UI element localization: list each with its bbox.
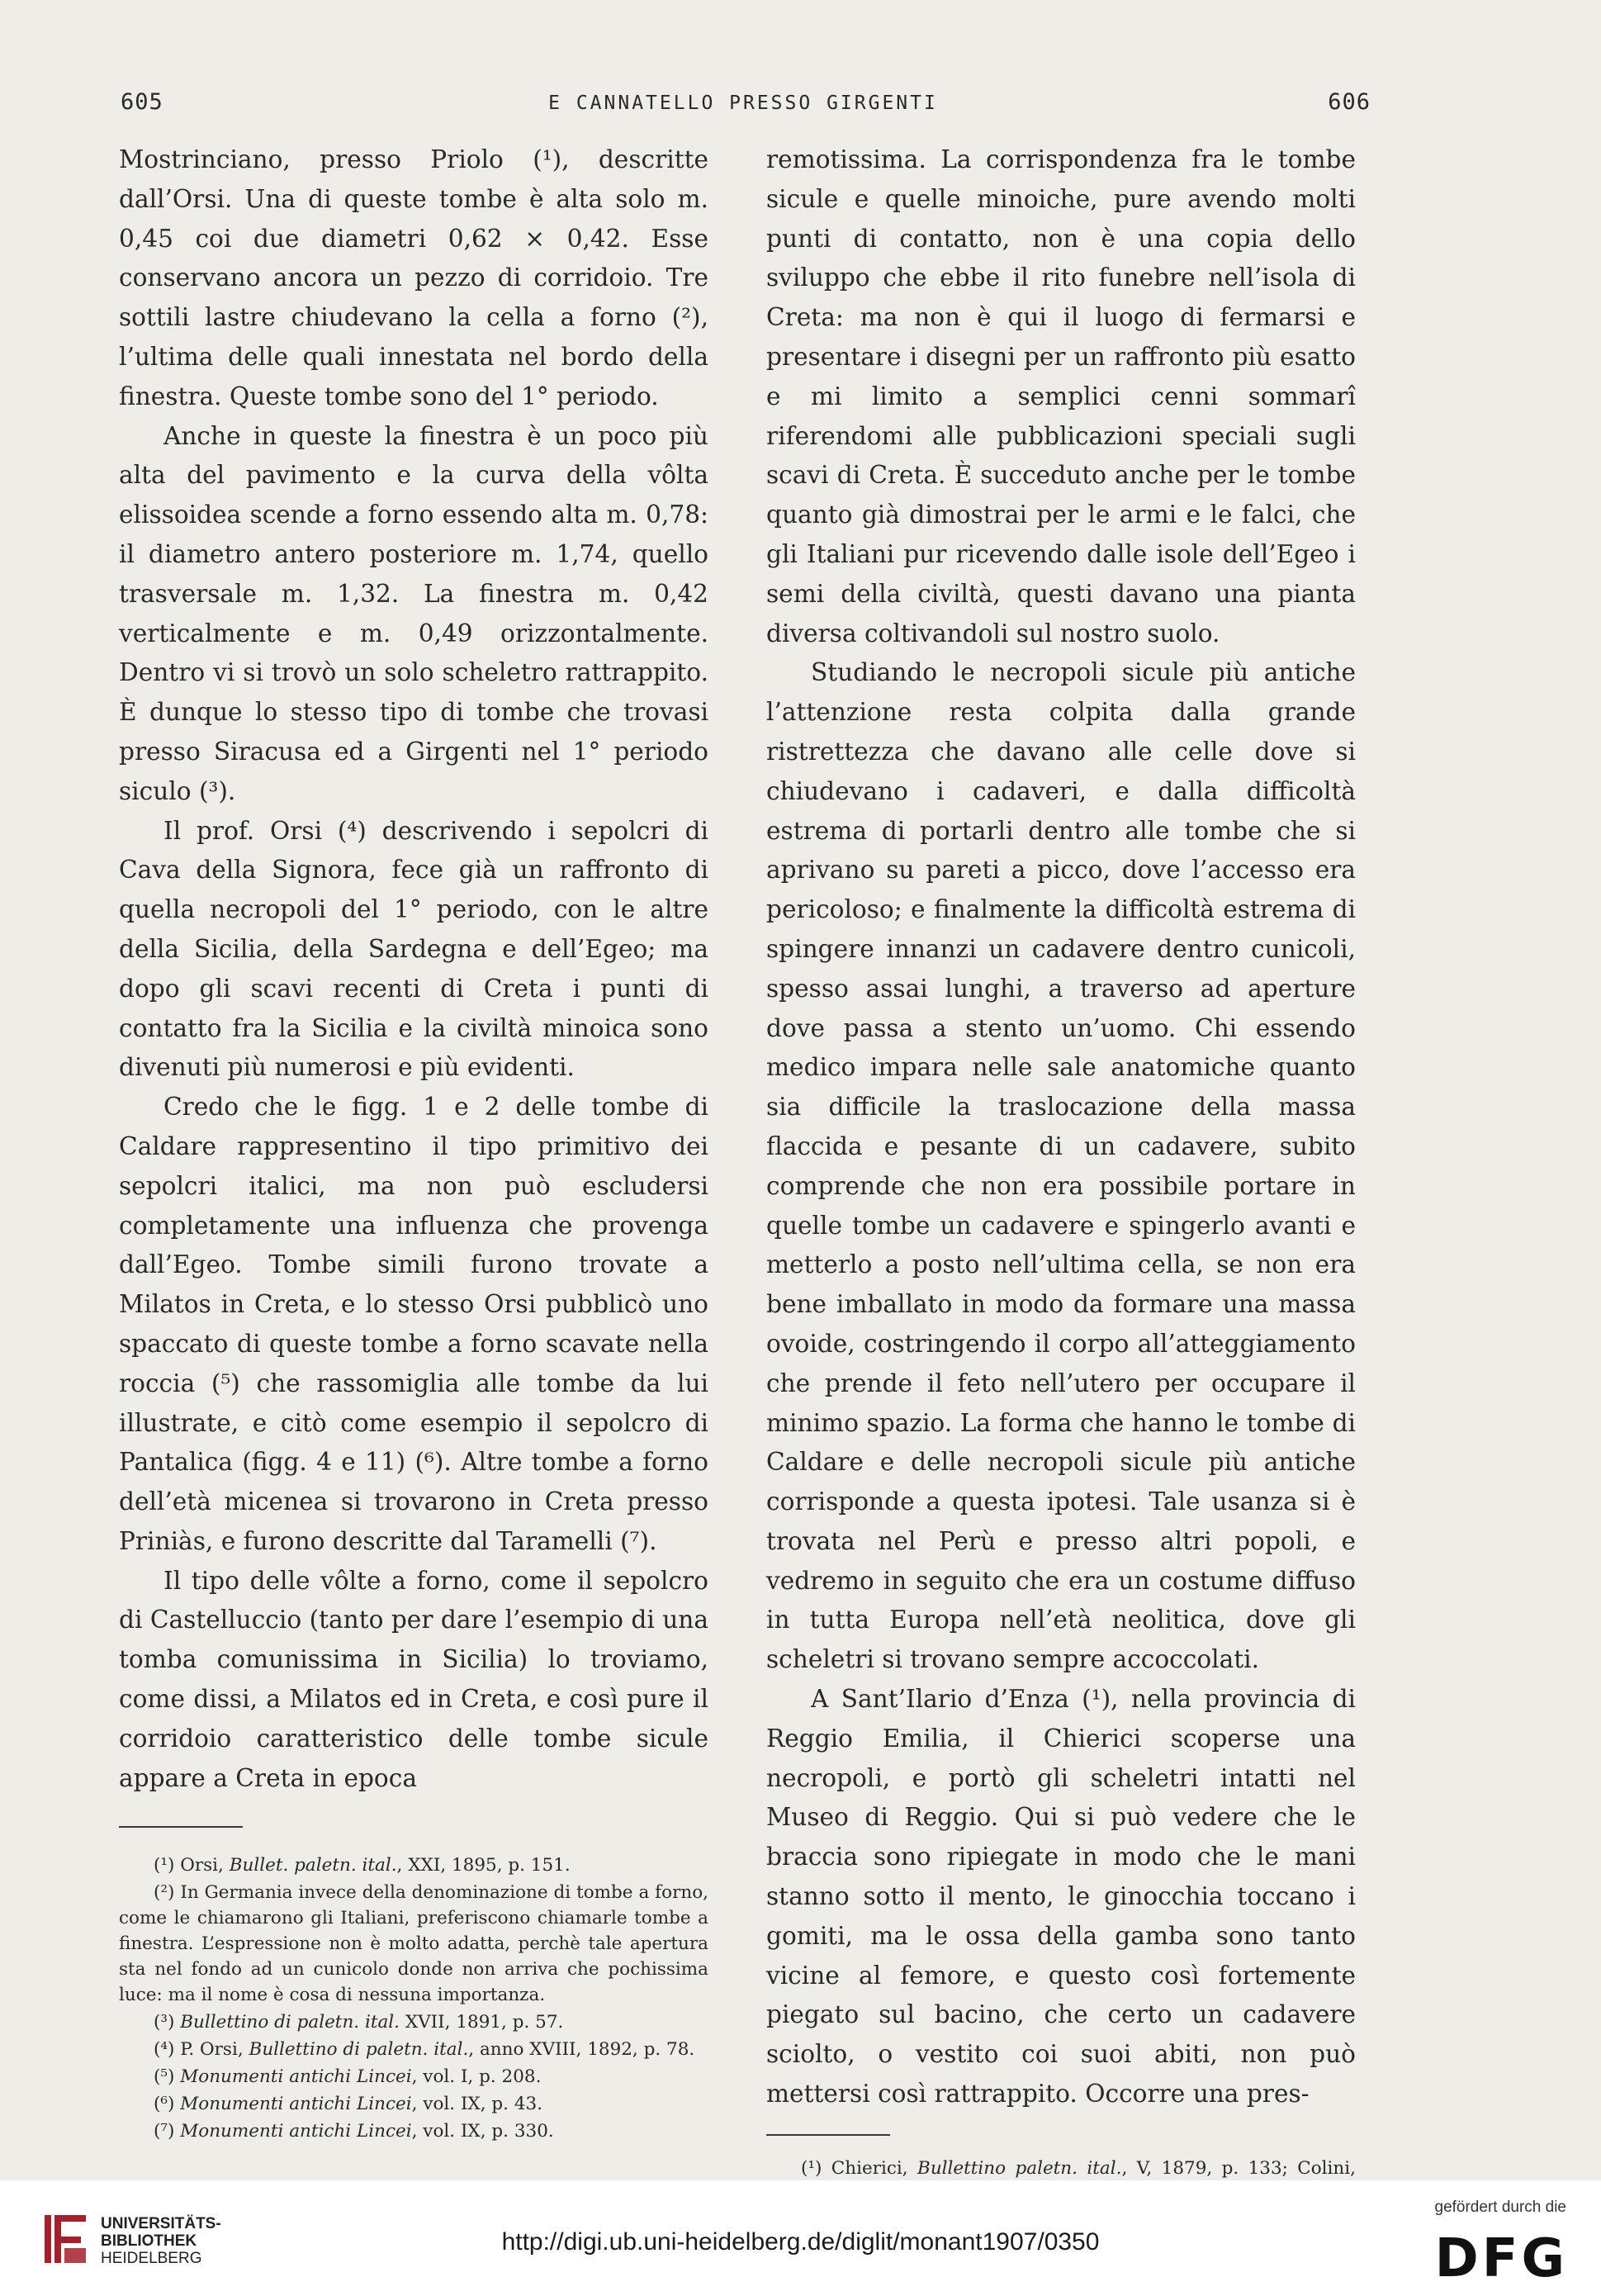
right-column xyxy=(766,140,1356,2207)
paragraph: Credo che le figg. 1 e 2 delle tombe di Caldare rappresentino il tipo primitivo dei sepolcri italici, ma non può escludersi completamente una influenza che provenga dall’Egeo. Tombe simili furono trovate a Milatos in Creta, e lo stesso Orsi pubblicò uno spaccato di queste tombe a forno scavate nella roccia (⁵) che rassomiglia alle tombe da lui illustrate, e citò come esempio il sepolcro di Pantalica (figg. 4 e 11) (⁶). Altre tombe a forno dell’età micenea si trovarono in Creta presso Priniàs, e furono descritte dal Taramelli (⁷). xyxy=(119,1093,708,1555)
footnote: (⁴) P. Orsi, Bullettino di paletn. ital., anno XVIII, 1892, p. 78. xyxy=(154,2039,695,2061)
footnote: (⁷) Monumenti antichi Lincei, vol. IX, p. 330. xyxy=(154,2121,554,2142)
page-header xyxy=(116,89,1371,122)
library-name: UNIVERSITÄTS- BIBLIOTHEK HEIDELBERG xyxy=(101,2215,221,2267)
footnotes xyxy=(119,1852,708,2144)
page-number-right: 606 xyxy=(1328,89,1371,115)
footnote: (²) In Germania invece della denominazione di tombe a forno, come le chiamarono gli Italiani, preferiscono chiamarle tombe a finestra. L’espressione non è molto adatta, perchè tale apertura sta nel fondo ad un cunicolo donde non arriva che pochissima luce: ma il nome è cosa di nessuna importanza. xyxy=(119,1882,708,2006)
paragraph: Il prof. Orsi (⁴) descrivendo i sepolcri di Cava della Signora, fece già un raffronto di quella necropoli del 1° periodo, con le altre della Sicilia, della Sardegna e dell’Egeo; ma dopo gli scavi recenti di Creta i punti di contatto fra la Sicilia e la civiltà minoica sono divenuti più numerosi e più evidenti. xyxy=(119,816,708,1082)
left-column xyxy=(119,140,708,2144)
running-title: E CANNATELLO PRESSO GIRGENTI xyxy=(548,93,938,114)
footnote-divider xyxy=(119,1826,243,1828)
paragraph: Anche in queste la finestra è un poco più alta del pavimento e la curva della vôlta elissoidea scende a forno essendo alta m. 0,78: il diametro antero posteriore m. 1,74, quello trasversale m. 1,32. La finestra m. 0,42 verticalmente e m. 0,49 orizzontalmente. Dentro vi si trovò un solo scheletro rattrappito. È dunque lo stesso tipo di tombe che trovasi presso Siracusa ed a Girgenti nel 1° periodo siculo (³). xyxy=(119,421,708,805)
footnote: (¹) Orsi, Bullet. paletn. ital., XXI, 1895, p. 151. xyxy=(154,1855,571,1876)
permalink-url[interactable]: http://digi.ub.uni-heidelberg.de/diglit/monant1907/0350 xyxy=(501,2228,1100,2256)
footnote-divider xyxy=(766,2134,890,2136)
footnote: (¹) Chierici, Bullettino paletn. ital., V, 1879, p. 133; Colini, xyxy=(801,2157,1356,2179)
page-number-left: 605 xyxy=(121,89,163,115)
paragraph: Mostrinciano, presso Priolo (¹), descritte dall’Orsi. Una di queste tombe è alta solo m. 0,45 coi due diametri 0,62 × 0,42. Esse conservano ancora un pezzo di corridoio. Tre sottili lastre chiudevano la cella a forno (²), l’ultima delle quali innestata nel bordo della finestra. Queste tombe sono del 1° periodo. xyxy=(119,145,708,410)
paragraph: Il tipo delle vôlte a forno, come il sepolcro di Castelluccio (tanto per dare l’esempio di una tomba comunissima in Sicilia) lo troviamo, come dissi, a Milatos ed in Creta, e così pure il corridoio caratteristico delle tombe sicule appare a Creta in epoca xyxy=(119,1566,708,1792)
paragraph: remotissima. La corrispondenza fra le tombe sicule e quelle minoiche, pure avendo molti punti di contatto, non è una copia dello sviluppo che ebbe il rito funebre nell’isola di Creta: ma non è qui il luogo di fermarsi e presentare i disegni per un raffronto più esatto e mi limito a semplici cenni sommarî riferendomi alle pubblicazioni speciali sugli scavi di Creta. È succeduto anche per le tombe quanto già dimostrai per le armi e le falci, che gli Italiani pur ricevendo dalle isole dell’Egeo i semi della civiltà, questi davano una pianta diversa coltivandoli sul nostro suolo. xyxy=(766,145,1356,648)
paragraph: Studiando le necropoli sicule più antiche l’attenzione resta colpita dalla grande ristrettezza che davano alle celle dove si chiudevano i cadaveri, e dalla difficoltà estrema di portarli dentro alle tombe che si aprivano su pareti a picco, dove l’accesso era pericoloso; e finalmente la difficoltà estrema di spingere innanzi un cadavere dentro cunicoli, spesso assai lunghi, a traverso ad aperture dove passa a stento un’uomo. Chi essendo medico impara nelle sale anatomiche quanto sia difficile la traslocazione della massa flaccida e pesante di un cadavere, subito comprende che non era possibile portare in quelle tombe un cadavere e spingerlo avanti e metterlo a posto nell’ultima cella, se non era bene imballato in modo da formare una massa ovoide, costringendo il corpo all’atteggiamento che prende il feto nell’utero per occupare il minimo spazio. La forma che hanno le tombe di Caldare e delle necropoli sicule più antiche corrisponde a questa ipotesi. Tale usanza si è trovata nel Perù e presso altri popoli, e vedremo in seguito che era un costume diffuso in tutta Europa nell’età neolitica, dove gli scheletri si trovano sempre accoccolati. xyxy=(766,658,1356,1674)
footnote: (³) Bullettino di paletn. ital. XVII, 1891, p. 57. xyxy=(154,2012,564,2033)
dfg-logo: DFG xyxy=(1434,2228,1568,2289)
sponsor-caption: gefördert durch die xyxy=(1434,2199,1566,2216)
footnote: (⁵) Monumenti antichi Lincei, vol. I, p. 208. xyxy=(154,2066,542,2088)
footnote: (⁶) Monumenti antichi Lincei, vol. IX, p. 43. xyxy=(154,2094,543,2115)
paragraph: A Sant’Ilario d’Enza (¹), nella provincia di Reggio Emilia, il Chierici scoperse una necropoli, e portò gli scheletri intatti nel Museo di Reggio. Qui si può vedere che le braccia sono ripiegate in modo che le mani stanno sotto il mento, le ginocchia toccano i gomiti, ma le ossa della gamba sono tanto vicine al femore, e questo così fortemente piegato sul bacino, che certo un cadavere sciolto, o vestito coi suoi abiti, non può mettersi così rattrappito. Occorre una pres- xyxy=(766,1685,1356,2109)
digitization-footer xyxy=(0,2180,1601,2296)
